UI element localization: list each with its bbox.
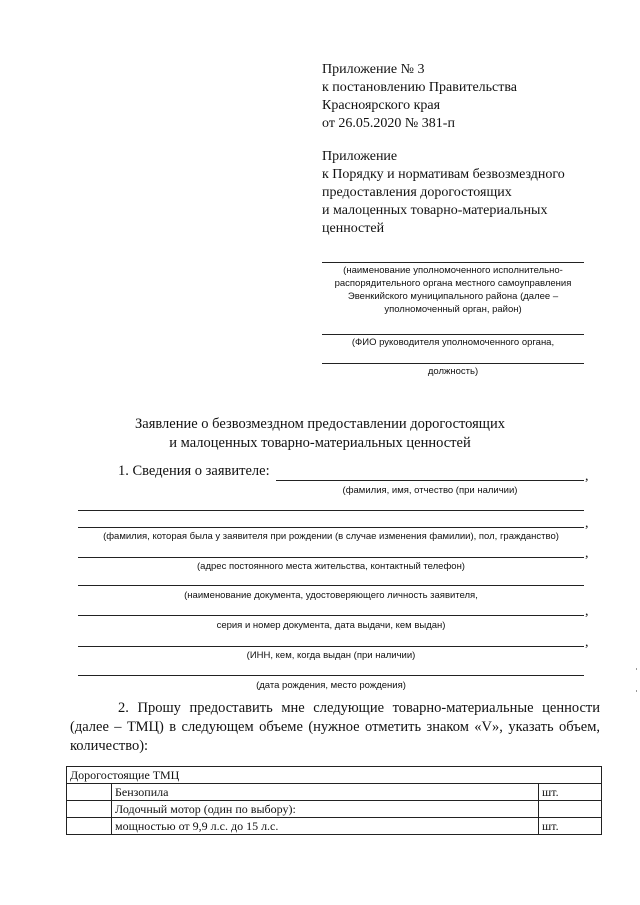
position-line xyxy=(322,363,584,364)
unit-cell[interactable]: шт. xyxy=(539,818,602,835)
doc-series-caption: серия и номер документа, дата выдачи, кем выдан) xyxy=(216,620,446,631)
birth-line[interactable] xyxy=(78,675,584,676)
tmc-table xyxy=(66,766,602,835)
caption-line: уполномоченный орган, район) xyxy=(384,304,522,315)
inn-line[interactable] xyxy=(78,646,584,647)
org-name-line xyxy=(322,262,584,263)
header-line: Красноярского края xyxy=(322,98,441,113)
fio-line[interactable] xyxy=(276,480,584,481)
position-caption: должность) xyxy=(427,366,479,377)
header-line: Приложение xyxy=(322,149,398,164)
comma: , xyxy=(585,546,589,561)
header-line: ценностей xyxy=(322,221,385,236)
section2-text: 2. Прошу предоставить мне следующие товарно-материальные ценности (далее – ТМЦ) в следующем объеме (нужное отметить знаком «V», указать объем, количество): xyxy=(70,700,600,754)
comma: , xyxy=(585,516,589,531)
item-name-cell: Бензопила xyxy=(112,784,539,801)
table-row xyxy=(67,767,602,784)
document-title xyxy=(0,415,640,453)
org-caption xyxy=(322,264,584,316)
address-caption: (адрес постоянного места жительства, контактный телефон) xyxy=(197,561,465,572)
comma: , xyxy=(585,469,589,484)
checkbox-cell[interactable] xyxy=(67,818,112,835)
header-line: Приложение № 3 xyxy=(322,62,425,77)
doc-series-line[interactable] xyxy=(78,615,584,616)
comma: , xyxy=(585,635,589,650)
unit-cell[interactable]: шт. xyxy=(539,784,602,801)
checkbox-cell[interactable] xyxy=(67,784,112,801)
scan-speckle xyxy=(636,668,637,670)
comma: , xyxy=(585,604,589,619)
unit-cell[interactable] xyxy=(539,801,602,818)
title-line: и малоценных товарно-материальных ценностей xyxy=(169,435,471,451)
scan-speckle xyxy=(636,690,637,692)
doc-name-line[interactable] xyxy=(78,585,584,586)
checkbox-cell[interactable] xyxy=(67,801,112,818)
inn-caption: (ИНН, кем, когда выдан (при наличии) xyxy=(246,650,416,661)
title-line: Заявление о безвозмездном предоставлении дорогостоящих xyxy=(135,416,505,432)
header-appendix-3 xyxy=(322,61,517,133)
section1-label: 1. Сведения о заявителе: xyxy=(118,463,270,479)
fio-caption: (фамилия, имя, отчество (при наличии) xyxy=(342,485,518,496)
doc-name-caption: (наименование документа, удостоверяющего личность заявителя, xyxy=(184,590,478,601)
head-caption: (ФИО руководителя уполномоченного органа, xyxy=(351,337,555,348)
table-header-cell: Дорогостоящие ТМЦ xyxy=(67,767,602,784)
caption-line: Эвенкийского муниципального района (далее – xyxy=(347,291,559,302)
table-row xyxy=(67,818,602,835)
caption-line: распорядительного органа местного самоуправления xyxy=(334,278,572,289)
birth-caption: (дата рождения, место рождения) xyxy=(256,680,406,691)
fio-continuation-line[interactable] xyxy=(78,510,584,511)
header-line: к постановлению Правительства xyxy=(322,80,518,95)
address-line[interactable] xyxy=(78,557,584,558)
header-line: от 26.05.2020 № 381-п xyxy=(322,116,455,131)
table-row xyxy=(67,801,602,818)
header-line: предоставления дорогостоящих xyxy=(322,185,512,200)
header-line: и малоценных товарно-материальных xyxy=(322,203,548,218)
table-row xyxy=(67,784,602,801)
item-name-cell: Лодочный мотор (один по выбору): xyxy=(112,801,539,818)
caption-line: (наименование уполномоченного исполнительно- xyxy=(343,265,563,276)
header-line: к Порядку и нормативам безвозмездного xyxy=(322,167,565,182)
birth-surname-line[interactable] xyxy=(78,527,584,528)
header-appendix xyxy=(322,148,565,238)
head-name-line xyxy=(322,334,584,335)
item-name-cell: мощностью от 9,9 л.с. до 15 л.с. xyxy=(112,818,539,835)
birth-surname-caption: (фамилия, которая была у заявителя при рождении (в случае изменения фамилии), пол, гражданство) xyxy=(103,531,559,542)
